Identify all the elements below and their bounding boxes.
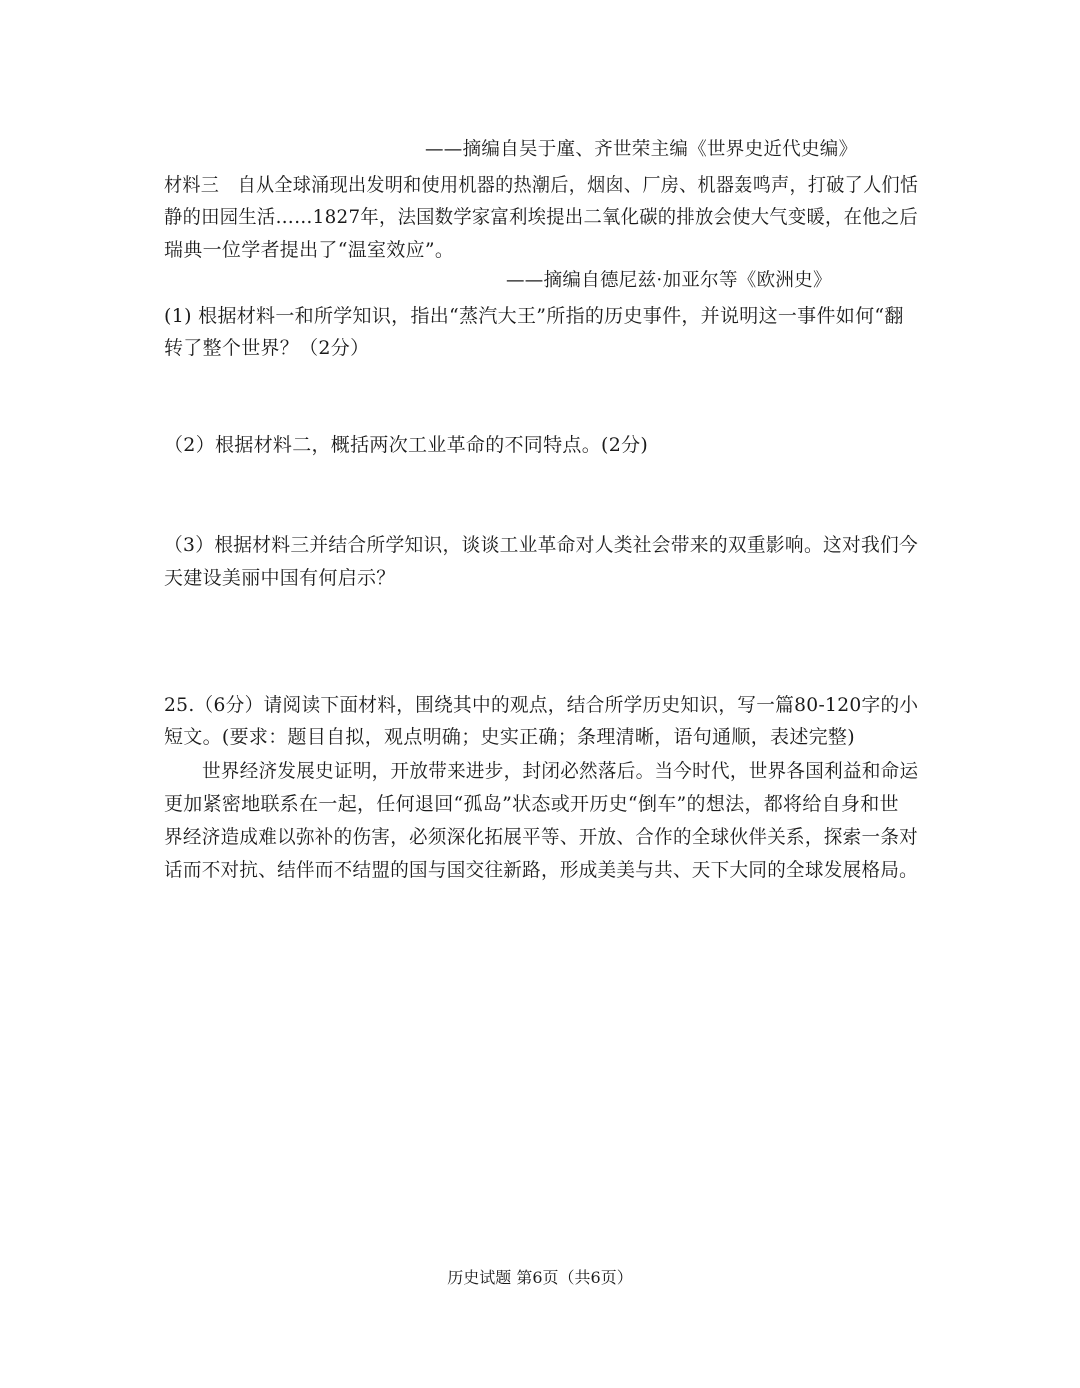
- question-25-line-2: 短文。(要求：题目自拟，观点明确；史实正确；条理清晰，语句通顺，表述完整): [164, 726, 855, 748]
- material3-line-1: 材料三 自从全球涌现出发明和使用机器的热潮后，烟囱、厂房、机器轰鸣声，打破了人们恬: [164, 174, 919, 196]
- q25-passage-line-4: 话而不对抗、结伴而不结盟的国与国交往新路，形成美美与共、天下大同的全球发展格局。: [164, 859, 919, 881]
- question-3-line-1: （3）根据材料三并结合所学知识，谈谈工业革命对人类社会带来的双重影响。这对我们今: [164, 534, 919, 556]
- material3-line-3: 瑞典一位学者提出了“温室效应”。: [164, 239, 455, 261]
- material2-source: ——摘编自吴于廑、齐世荣主编《世界史近代史编》: [425, 139, 858, 160]
- page-footer: 历史试题 第6页（共6页）: [447, 1268, 633, 1287]
- question-3-line-2: 天建设美丽中国有何启示？: [164, 567, 396, 589]
- question-1-line-1: (1) 根据材料一和所学知识，指出“蒸汽大王”所指的历史事件，并说明这一事件如何“翻: [164, 305, 904, 327]
- q25-passage-line-1: 世界经济发展史证明，开放带来进步，封闭必然落后。当今时代，世界各国利益和命运: [202, 760, 919, 782]
- question-25-line-1: 25.（6分）请阅读下面材料，围绕其中的观点，结合所学历史知识，写一篇80-120字的小: [164, 694, 919, 716]
- q25-passage-line-2: 更加紧密地联系在一起，任何退回“孤岛”状态或开历史“倒车”的想法，都将给自身和世: [164, 793, 899, 815]
- question-2: （2）根据材料二，概括两次工业革命的不同特点。(2分): [164, 434, 649, 456]
- material3-source: ——摘编自德尼兹·加亚尔等《欧洲史》: [506, 270, 832, 291]
- question-1-line-2: 转了整个世界？（2分）: [164, 337, 370, 359]
- q25-passage-line-3: 界经济造成难以弥补的伤害，必须深化拓展平等、开放、合作的全球伙伴关系，探索一条对: [164, 826, 919, 848]
- material3-line-2: 静的田园生活……1827年，法国数学家富利埃提出二氧化碳的排放会使大气变暖，在他之后: [164, 206, 918, 228]
